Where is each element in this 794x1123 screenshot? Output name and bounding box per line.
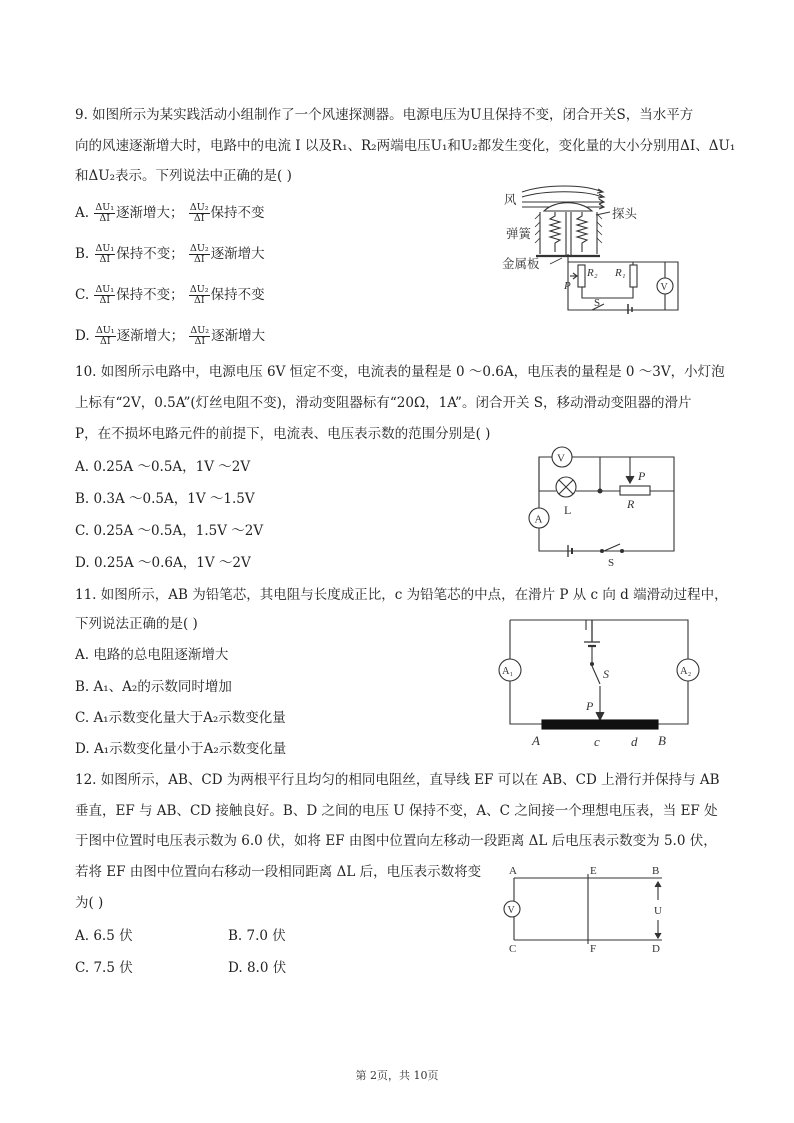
q9-line-2: 向的风速逐渐增大时，电路中的电流 I 以及R₁、R₂两端电压U₁和U₂都发生变化，变化量的大小分别用ΔI、ΔU₁ (75, 138, 736, 154)
q12-line-2: 垂直，EF 与 AB、CD 接触良好。B、D 之间的电压 U 保持不变，A、C 之间接一个理想电压表，当 EF 处 (75, 803, 718, 819)
q11-fig-s-label: S (603, 667, 609, 681)
q9-option-a: A. $\frac{\text{ΔU₁}}{\Delta I}$ 逐渐增大； $\frac{\text{ΔU₂}}{\Delta I}$ 保持不变 (75, 202, 265, 224)
q11-circuit-figure (496, 612, 706, 752)
q9-option-c: C. $\frac{\text{ΔU₁}}{\Delta I}$ 保持不变； $\frac{\text{ΔU₂}}{\Delta I}$ 保持不变 (75, 284, 265, 306)
q12-fig-v-label: V (507, 905, 515, 916)
q9-fig-s-label: S (594, 297, 601, 309)
q11-fig-p-label: P (586, 699, 594, 713)
q11-line-1: 11. 如图所示，AB 为铅笔芯，其电阻与长度成正比，c 为铅笔芯的中点，在滑片 P 从 c 向 d 端滑动过程中， (75, 587, 728, 603)
q11-option-b: B. A₁、A₂的示数同时增加 (75, 679, 232, 695)
q12-fig-E-label: E (590, 865, 597, 877)
page-footer: 第 2页，共 10页 (355, 1069, 439, 1082)
q11-option-d: D. A₁示数变化量小于A₂示数变化量 (75, 741, 287, 757)
q11-fig-B-label: B (658, 733, 666, 748)
q9-wind-detector-figure (500, 182, 695, 314)
q10-fig-a-label: A (534, 513, 543, 526)
q11-line-2: 下列说法正确的是( ) (75, 616, 198, 632)
q12-line-4: 若将 EF 由图中位置向右移动一段相同距离 ΔL 后，电压表示数将变 (75, 864, 482, 880)
q12-option-b: B. 7.0 伏 (228, 928, 286, 944)
q10-circuit-figure (524, 442, 689, 570)
q9-option-d: D. $\frac{\text{ΔU₁}}{\Delta I}$ 逐渐增大； $\frac{\text{ΔU₂}}{\Delta I}$ 逐渐增大 (75, 325, 266, 347)
q11-fig-c-label: c (594, 734, 600, 749)
q10-fig-r-label: R (627, 497, 635, 511)
q12-fig-C-label: C (509, 943, 517, 954)
q12-line-1: 12. 如图所示，AB、CD 为两根平行且均匀的相同电阻丝，直导线 EF 可以在 AB、CD 上滑行并保持与 AB (75, 772, 720, 788)
q9-fig-spring-label: 弹簧 (506, 227, 532, 241)
q10-fig-l-label: L (564, 503, 572, 517)
q12-option-d: D. 8.0 伏 (228, 960, 287, 976)
q10-line-2: 上标有“2V，0.5A”(灯丝电阻不变)，滑动变阻器标有“20Ω，1A”。闭合开关 S，移动滑动变阻器的滑片 (75, 395, 692, 411)
q12-line-5: 为( ) (75, 895, 104, 911)
q9-fig-r1-label: R₁ (615, 267, 626, 279)
q10-fig-s-label: S (608, 557, 615, 569)
q11-option-c: C. A₁示数变化量大于A₂示数变化量 (75, 710, 286, 726)
q10-option-d: D. 0.25A ～0.6A，1V ～2V (75, 555, 251, 571)
q11-fig-a1-label: A₁ (502, 666, 514, 677)
q12-option-a: A. 6.5 伏 (75, 928, 133, 944)
q10-line-1: 10. 如图所示电路中，电源电压 6V 恒定不变，电流表的量程是 0 ～0.6A，电压表的量程是 0 ～3V，小灯泡 (75, 364, 725, 380)
q10-option-a: A. 0.25A ～0.5A，1V ～2V (75, 459, 251, 475)
q10-fig-v-label: V (557, 452, 565, 465)
q12-option-c: C. 7.5 伏 (75, 960, 133, 976)
q11-option-a: A. 电路的总电阻逐渐增大 (75, 647, 229, 663)
q9-line-3: 和ΔU₂表示。下列说法中正确的是( ) (75, 168, 292, 184)
q9-fig-r2-label: R₂ (587, 267, 598, 279)
q9-option-b: B. $\frac{\text{ΔU₁}}{\Delta I}$ 保持不变； $\frac{\text{ΔU₂}}{\Delta I}$ 逐渐增大 (75, 243, 265, 265)
q10-fig-p-label: P (638, 469, 646, 483)
q12-line-3: 于图中位置时电压表示数为 6.0 伏，如将 EF 由图中位置向左移动一段距离 ΔL 后电压表示数变为 5.0 伏， (75, 833, 717, 849)
q10-option-c: C. 0.25A ～0.5A，1.5V ～2V (75, 523, 264, 539)
q9-fig-v-label: V (660, 282, 668, 293)
q10-option-b: B. 0.3A ～0.5A，1V ～1.5V (75, 491, 255, 507)
q12-circuit-figure (500, 862, 680, 954)
q12-fig-F-label: F (590, 943, 597, 954)
q9-fig-wind-label: 风 (504, 193, 517, 207)
q11-fig-A-label: A (532, 733, 540, 748)
q12-fig-D-label: D (652, 943, 660, 954)
q11-fig-a2-label: A₂ (680, 666, 692, 677)
q10-line-3: P，在不损坏电路元件的前提下，电流表、电压表示数的范围分别是( ) (75, 426, 491, 442)
q11-fig-d-label: d (631, 734, 638, 749)
q9-fig-probe-label: 探头 (612, 207, 638, 221)
q12-fig-U-label: U (654, 905, 662, 917)
q9-line-1: 9. 如图所示为某实践活动小组制作了一个风速探测器。电源电压为U且保持不变，闭合开关S，当水平方 (75, 107, 694, 123)
q9-fig-plate-label: 金属板 (502, 257, 540, 271)
q12-fig-B-label: B (652, 865, 660, 877)
q12-fig-A-label: A (509, 865, 517, 877)
q9-fig-p-label: P (564, 280, 571, 292)
